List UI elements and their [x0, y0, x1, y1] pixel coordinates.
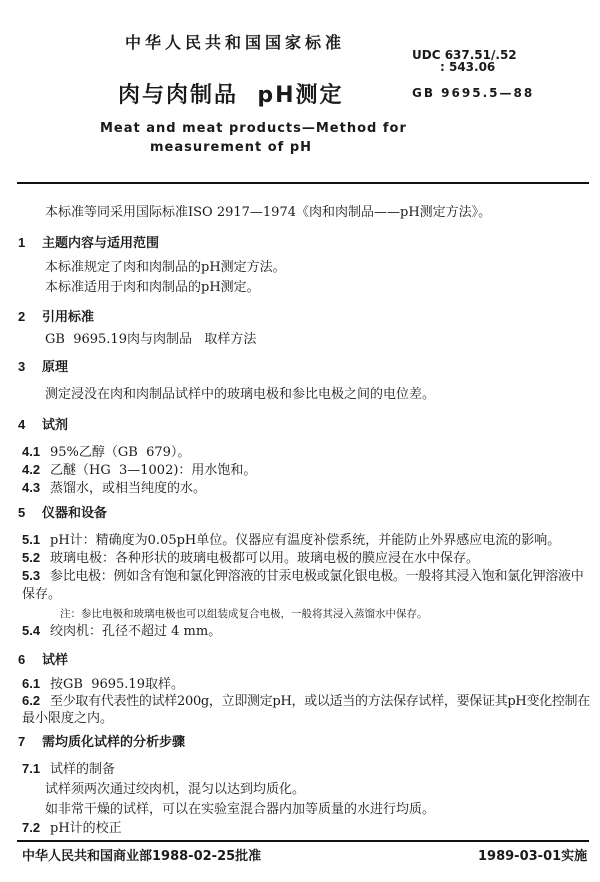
section-heading: 5 仪器和设备 — [18, 505, 108, 521]
clause: 6.2 至少取有代表性的试样200g，立即测定pH，或以适当的方法保存试样，要保证其pH变化控制在 — [22, 693, 590, 709]
paragraph: 测定浸没在肉和肉制品试样中的玻璃电极和参比电极之间的电位差。 — [45, 387, 436, 402]
title-en-2: measurement of pH — [150, 140, 313, 155]
clause-continuation: 最小限度之内。 — [22, 711, 114, 726]
paragraph: 本标准适用于肉和肉制品的pH测定。 — [45, 280, 260, 295]
section-heading: 1 主题内容与适用范围 — [18, 235, 160, 251]
udc-code-2: : 543.06 — [440, 60, 496, 74]
clause: 4.3 蒸馏水，或相当纯度的水。 — [22, 480, 207, 496]
org-title: 中华人民共和国国家标准 — [125, 33, 346, 52]
effective-date: 1989-03-01实施 — [478, 849, 588, 864]
clause: 5.1 pH计：精确度为0.05pH单位。仪器应有温度补偿系统，并能防止外界感应电流的影响。 — [22, 532, 561, 548]
section-heading: 4 试剂 — [18, 417, 69, 433]
title-en-1: Meat and meat products—Method for — [100, 121, 407, 136]
clause: 6.1 按GB 9695.19取样。 — [22, 676, 184, 692]
note: 注：参比电极和玻璃电极也可以组装成复合电极，一般将其浸入蒸馏水中保存。 — [60, 608, 428, 620]
section-heading: 2 引用标准 — [18, 309, 95, 325]
clause: 5.2 玻璃电极：各种形状的玻璃电极都可以用。玻璃电极的膜应浸在水中保存。 — [22, 550, 480, 566]
clause-continuation: 保存。 — [22, 587, 62, 602]
standard-number: GB 9695.5—88 — [412, 86, 535, 100]
paragraph: GB 9695.19肉与肉制品 取样方法 — [45, 332, 257, 347]
approval-date: 中华人民共和国商业部1988-02-25批准 — [22, 849, 262, 864]
clause: 5.4 绞肉机：孔径不超过 4 mm。 — [22, 623, 222, 639]
header-rule — [17, 182, 589, 184]
clause: 5.3 参比电极：例如含有饱和氯化钾溶液的甘汞电极或氯化银电极。一般将其浸入饱和氯化钾溶液中 — [22, 568, 584, 584]
section-heading: 7 需均质化试样的分析步骤 — [18, 734, 186, 750]
intro-text: 本标准等同采用国际标准ISO 2917—1974《肉和肉制品——pH测定方法》。 — [45, 205, 492, 220]
clause: 4.2 乙醚（HG 3—1002)：用水饱和。 — [22, 462, 257, 478]
document-title: 肉与肉制品 pH测定 — [118, 83, 344, 108]
clause: 7.1 试样的制备 — [22, 761, 116, 777]
paragraph: 试样须两次通过绞肉机，混匀以达到均质化。 — [45, 782, 306, 797]
section-heading: 6 试样 — [18, 652, 69, 668]
clause: 4.1 95%乙醇（GB 679）。 — [22, 444, 191, 460]
paragraph: 本标准规定了肉和肉制品的pH测定方法。 — [45, 260, 286, 275]
clause: 7.2 pH计的校正 — [22, 820, 122, 836]
udc-code: UDC 637.51/.52 — [412, 48, 517, 62]
section-heading: 3 原理 — [18, 359, 69, 375]
footer-rule — [17, 840, 589, 842]
paragraph: 如非常干燥的试样，可以在实验室混合器内加等质量的水进行均质。 — [45, 802, 436, 817]
